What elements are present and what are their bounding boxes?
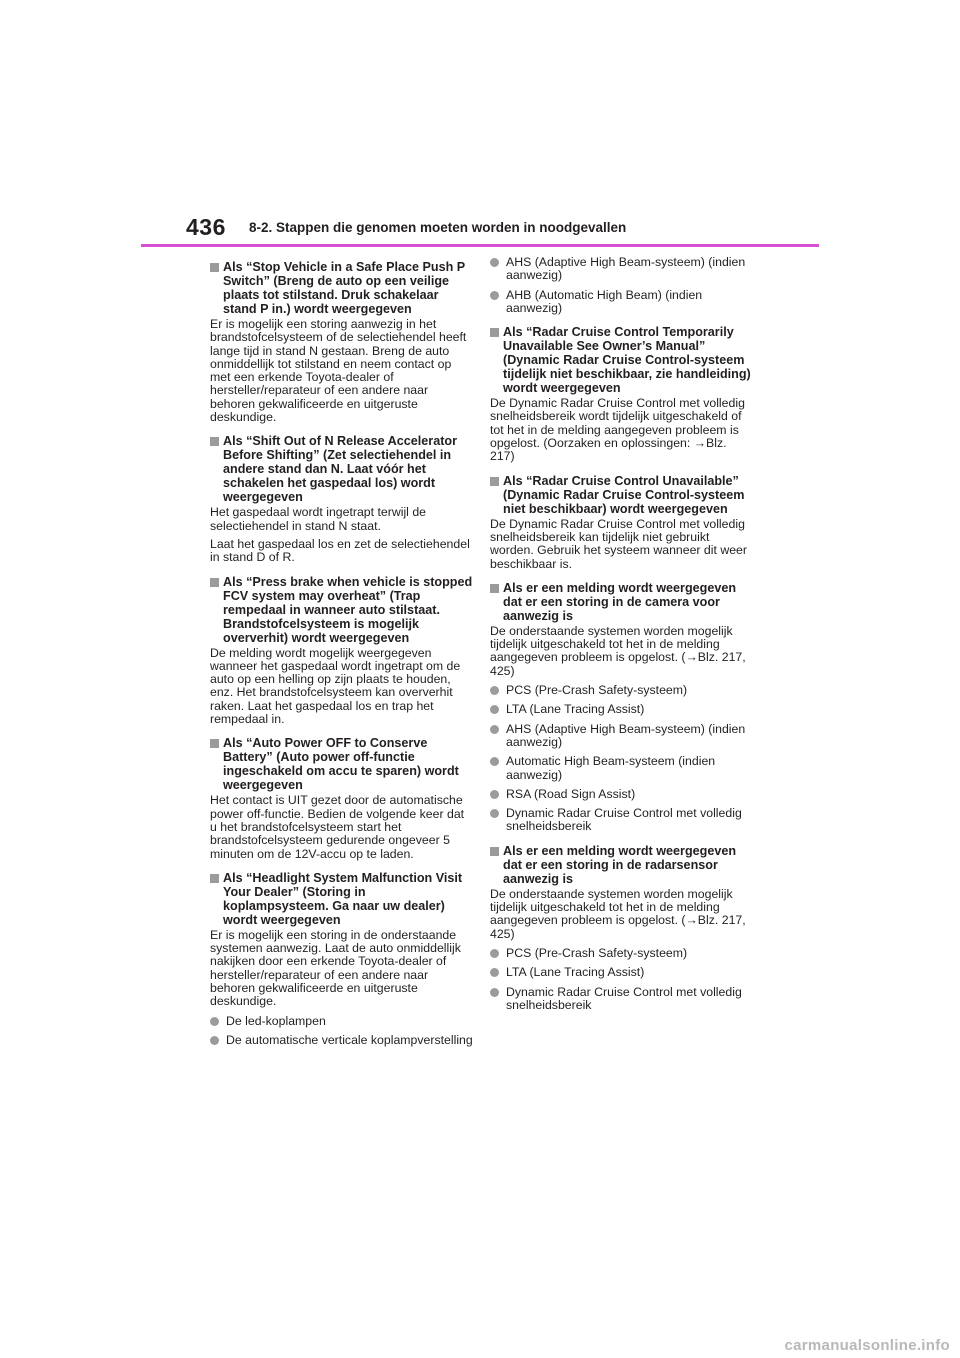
round-bullet-icon [490,291,499,300]
paragraph: Laat het gaspedaal los en zet de selectiehendel in stand D of R. [210,536,470,565]
section-header-title: 8-2. Stappen die genomen moeten worden in noodgevallen [249,220,627,235]
paragraph: Er is mogelijk een storing aanwezig in het brandstofcelsysteem of de selectiehendel heeft lange tijd in stand N gestaan. Breng de auto onmiddellijk tot stilstand en neem contact op met een erkende Toyota-dealer of hersteller/reparateur of een andere naar behoren gekwalificeerde en uitgeruste deskundige. [210,317,467,425]
square-bullet-icon [210,874,219,883]
round-bullet-icon [490,968,499,977]
round-bullet-icon [210,1036,219,1045]
round-bullet-icon [490,757,499,766]
header-rule [141,244,819,247]
list-item: Automatic High Beam-systeem (indien aanwezig) [490,755,752,782]
square-bullet-icon [490,477,499,486]
list-item: AHB (Automatic High Beam) (indien aanwezig) [490,289,752,316]
square-bullet-icon [490,328,499,337]
list-item: De led-koplampen [210,1015,474,1028]
section-heading: Als “Shift Out of N Release Accelerator Before Shifting” (Zet selectiehendel in andere stand dan N. Laat vóór het schakelen het gaspedaal los) wordt weergegeven [210,434,474,504]
square-bullet-icon [210,739,219,748]
round-bullet-icon [490,988,499,997]
paragraph: Er is mogelijk een storing in de onderstaande systemen aanwezig. Laat de auto onmiddellijk nakijken door een erkende Toyota-dealer of hersteller/reparateur of een andere naar behoren gekwalificeerde en uitgeruste deskundige. [210,927,461,1009]
paragraph: Het contact is UIT gezet door de automatische power off-functie. Bedien de volgende keer dat u het brandstofcelsysteem start het brandstofcelsysteem gedurende ongeveer 5 minuten om de 12V-accu op te laden. [210,793,465,861]
list-item: Dynamic Radar Cruise Control met volledig snelheidsbereik [490,807,752,834]
round-bullet-icon [490,686,499,695]
list-item: AHS (Adaptive High Beam-systeem) (indien aanwezig) [490,723,752,750]
paragraph: Het gaspedaal wordt ingetrapt terwijl de selectiehendel in stand N staat. [210,505,427,533]
round-bullet-icon [490,725,499,734]
square-bullet-icon [210,263,219,272]
page-number: 436 [186,214,226,240]
paragraph: De melding wordt mogelijk weergegeven wanneer het gaspedaal wordt ingetrapt om de auto op een helling op zijn plaats te houden, enz. Het brandstofcelsysteem kan oververhit raken. Laat het gaspedaal los en trap het rempedaal in. [210,645,461,727]
round-bullet-icon [490,949,499,958]
list-item: De automatische verticale koplampverstelling [210,1034,474,1047]
list-item: LTA (Lane Tracing Assist) [490,703,752,716]
round-bullet-icon [210,1017,219,1026]
section-heading: Als er een melding wordt weergegeven dat er een storing in de camera voor aanwezig is [490,581,752,623]
section-heading: Als “Radar Cruise Control Temporarily Unavailable See Owner’s Manual” (Dynamic Radar Cruise Control-systeem tijdelijk niet beschikbaar, zie handleiding) wordt weergegeven [490,325,752,395]
section-heading: Als “Headlight System Malfunction Visit Your Dealer” (Storing in koplampsysteem. Ga naar uw dealer) wordt weergegeven [210,871,474,927]
section-heading: Als “Radar Cruise Control Unavailable” (Dynamic Radar Cruise Control-systeem niet beschikbaar) wordt weergegeven [490,474,752,516]
list-item: AHS (Adaptive High Beam-systeem) (indien aanwezig) [490,256,752,283]
square-bullet-icon [210,578,219,587]
list-item: PCS (Pre-Crash Safety-systeem) [490,684,752,697]
list-item: RSA (Road Sign Assist) [490,788,752,801]
section-heading: Als er een melding wordt weergegeven dat er een storing in de radarsensor aanwezig is [490,844,752,886]
square-bullet-icon [210,437,219,446]
round-bullet-icon [490,705,499,714]
round-bullet-icon [490,809,499,818]
paragraph: De Dynamic Radar Cruise Control met volledig snelheidsbereik wordt tijdelijk uitgeschakeld of tot het in de melding aangegeven probleem is opgelost. (Oorzaken en oplossingen: →Blz. 217) [490,396,745,464]
list-item: PCS (Pre-Crash Safety-systeem) [490,947,752,960]
list-item: LTA (Lane Tracing Assist) [490,966,752,979]
right-column [490,256,752,1012]
paragraph: De Dynamic Radar Cruise Control met volledig snelheidsbereik kan tijdelijk niet gebruikt worden. Gebruik het systeem wanneer dit weer beschikbaar is. [490,516,747,571]
section-heading: Als “Press brake when vehicle is stopped FCV system may overheat” (Trap rempedaal in wanneer auto stilstaat. Brandstofcelsysteem is mogelijk oververhit) wordt weergegeven [210,575,474,645]
section-heading: Als “Stop Vehicle in a Safe Place Push P Switch” (Breng de auto op een veilige plaats tot stilstand. Druk schakelaar stand P in.) wordt weergegeven [210,260,474,316]
paragraph: De onderstaande systemen worden mogelijk tijdelijk uitgeschakeld tot het in de melding aangegeven probleem is opgelost. (→Blz. 217, 425) [490,623,746,678]
square-bullet-icon [490,847,499,856]
square-bullet-icon [490,584,499,593]
left-column [210,256,474,1047]
round-bullet-icon [490,258,499,267]
watermark-logo: carmanualsonline.info [784,1337,950,1354]
section-heading: Als “Auto Power OFF to Conserve Battery” (Auto power off-functie ingeschakeld om accu te sparen) wordt weergegeven [210,736,474,792]
list-item: Dynamic Radar Cruise Control met volledig snelheidsbereik [490,986,752,1013]
paragraph: De onderstaande systemen worden mogelijk tijdelijk uitgeschakeld tot het in de melding aangegeven probleem is opgelost. (→Blz. 217, 425) [490,886,746,941]
round-bullet-icon [490,790,499,799]
